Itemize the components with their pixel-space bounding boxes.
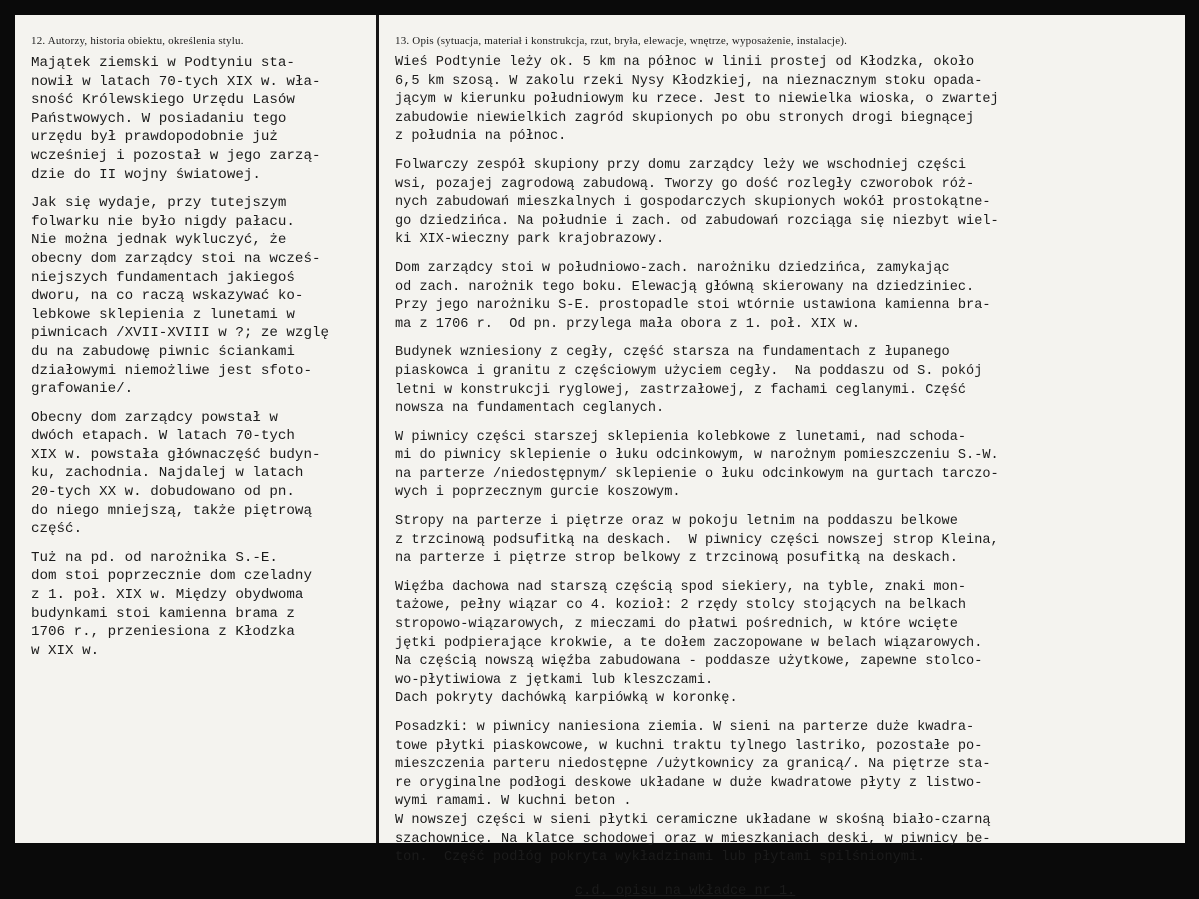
right-paragraph-4: Budynek wzniesiony z cegły, część starsza na fundamentach z łupanego piaskowca i granitu z częściowym użyciem cegły. Na poddaszu od S. pokój letni w konstrukcji ryglowej, zastrzałowej, z fachami ceglanymi. Część nowsza na fundamentach ceglanych. [395, 345, 983, 417]
right-paragraph-1: Wieś Podtynie leży ok. 5 km na północ w linii prostej od Kłodzka, około 6,5 km szosą. W zakolu rzeki Nysy Kłodzkiej, na nieznacznym stoku opada- jącym w kierunku południowym ku rzece. Jest to niewielka wioska, o zwartej zabudowie niewielkich zagród skupionych po obu stronych drogi biegnącej z południa na północ. [395, 55, 999, 145]
section-12-heading: 12. Autorzy, historia obiektu, określenia stylu. [31, 35, 244, 47]
left-paragraph-2: Jak się wydaje, przy tutejszym folwarku nie było nigdy pałacu. Nie można jednak wykluczyć, że obecny dom zarządcy stoi na wcześ- niejszych fundamentach jakiegoś dworu, na co raczą wskazywać ko- lebkowe sklepienia z lunetami w piwnicach /XVII-XVIII w ?; ze wzglę du na zabudowę piwnic ściankami działowymi niemożliwe jest sfoto- grafowanie/. [31, 195, 329, 398]
right-paragraph-2: Folwarczy zespół skupiony przy domu zarządcy leży we wschodniej części wsi, pozajej zagrodową zabudową. Tworzy go dość rozległy czworobok róż- nych zabudowań mieszkalnych i gospodarczych skupionych wokół prostokątne- go dziedzińca. Na południe i zach. od zabudowań rozciąga się niezbyt wiel- ki XIX-wieczny park krajobrazowy. [395, 157, 999, 248]
left-paragraph-3: Obecny dom zarządcy powstał w dwóch etapach. W latach 70-tych XIX w. powstała głównaczęść budyn- ku, zachodnia. Najdalej w latach 20-tych XX w. dobudowano od pn. do niego mniejszą, także piętrową część. [31, 409, 321, 538]
left-paragraph-1: Majątek ziemski w Podtyniu sta- nowił w latach 70-tych XIX w. wła- sność Królewskiego Urzędu Lasów Państwowych. W posiadaniu tego urzędu był prawdopodobnie już wcześniej i pozostał w jego zarzą- dzie do II wojny światowej. [31, 55, 321, 183]
document-sheet [15, 15, 1185, 899]
right-paragraph-7: Więźba dachowa nad starszą częścią spod siekiery, na tyble, znaki mon- tażowe, pełny wiązar co 4. kozioł: 2 rzędy stolcy stojących na belkach stropowo-wiązarowych, z mieczami do płatwi pośrednich, w które wcięte jętki podpierające krokwie, a te dołem zaczopowane w belach wiązarowych. Na częścią nowszą więźba zabudowana - poddasze użytkowe, zapewne stolco- wo-płytiwiowa z jętkami lub kleszczami. Dach pokryty dachówką karpiówką w koronkę. [395, 579, 983, 707]
section-13-heading: 13. Opis (sytuacja, materiał i konstrukcja, rzut, bryła, elewacje, wnętrze, wyposażenie, instalacje). [395, 35, 848, 47]
continuation-note: c.d. opisu na wkładce nr 1. [575, 883, 796, 899]
left-paragraph-4: Tuż na pd. od narożnika S.-E. dom stoi poprzecznie dom czeladny z 1. poł. XIX w. Między obydwoma budynkami stoi kamienna brama z 1706 r., przeniesiona z Kłodzka w XIX w. [31, 549, 312, 659]
left-column [31, 15, 371, 670]
right-column [395, 15, 1165, 899]
right-paragraph-3: Dom zarządcy stoi w południowo-zach. narożniku dziedzińca, zamykając od zach. narożnik tego boku. Elewacją główną skierowany na dziedziniec. Przy jego narożniku S-E. prostopadle stoi wtórnie ustawiona kamienna bra- ma z 1706 r. Od pn. przylega mała obora z 1. poł. XIX w. [395, 260, 991, 332]
right-paragraph-5: W piwnicy części starszej sklepienia kolebkowe z lunetami, nad schoda- mi do piwnicy sklepienie o łuku odcinkowym, w narożnym pomieszczeniu S.-W. na parterze /niedostępnym/ sklepienie o łuku odcinkowym na gurtach tarczo- wych i poprzecznym gurcie koszowym. [395, 429, 999, 501]
column-divider [376, 15, 379, 843]
right-paragraph-8: Posadzki: w piwnicy naniesiona ziemia. W sieni na parterze duże kwadra- towe płytki piaskowcowe, w kuchni traktu tylnego lastriko, pozostałe po- mieszczenia parteru niedostępne /użytkownicy za granicą/. Na piętrze sta- re oryginalne podłogi deskowe układane w duże kwadratowe płyty z listwo- wymi ramami. W kuchni beton . W nowszej części w sieni płytki ceramiczne układane w skośną biało-czarną szachownicę. Na klatce schodowej oraz w mieszkaniach deski, w piwnicy be- ton. Część podłóg pokryta wykładzinami lub płytami spilśnionymi. [395, 720, 991, 866]
right-paragraph-6: Stropy na parterze i piętrze oraz w pokoju letnim na poddaszu belkowe z trzcinową podsufitką na deskach. W piwnicy części nowszej strop Kleina, na parterze i piętrze strop belkowy z trzcinową posufitką na deskach. [395, 514, 999, 567]
